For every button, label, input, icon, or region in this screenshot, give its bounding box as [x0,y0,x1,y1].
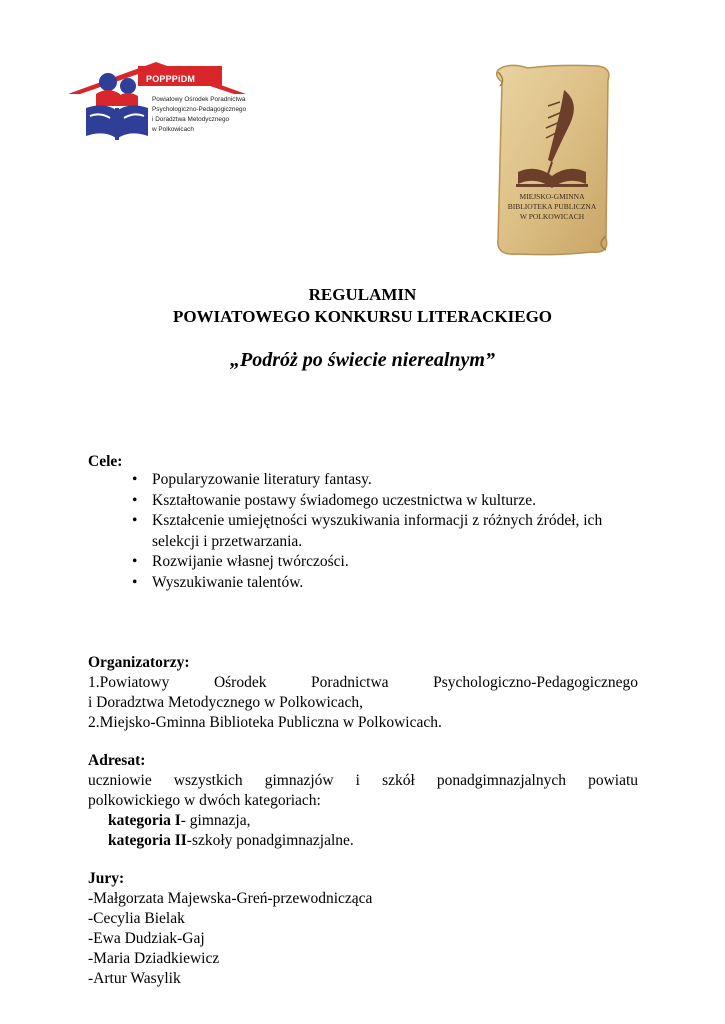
library-logo-text [502,192,602,222]
organizatorzy-heading: Organizatorzy: [88,654,190,671]
jury-member: -Ewa Dudziak-Gaj [88,930,205,947]
adresat-line: uczniowie wszystkich gimnazjów i szkół ponadgimnazjalnych powiatu [88,772,638,789]
logo-line: Powiatowy Ośrodek Poradnictwa [152,96,246,103]
adresat-line: polkowickiego w dwóch kategoriach: [88,792,321,809]
adresat-section [88,751,638,851]
bullet-icon: • [132,471,138,488]
organizer-line: 2.Miejsko-Gminna Biblioteka Publiczna w Polkowicach. [88,714,442,731]
bullet-icon: • [132,553,138,570]
logo-line: i Doradztwa Metodycznego [152,116,230,123]
list-item: • Kształtowanie postawy świadomego uczestnictwa w kulturze. [130,491,650,512]
logo-line: w Polkowicach [152,126,194,133]
list-item: • Kształcenie umiejętności wyszukiwania informacji z różnych źródeł, ich selekcji i przetwarzania. [132,512,603,550]
bullet-icon: • [132,512,138,529]
cele-list [130,470,650,593]
document-title: REGULAMIN [308,285,417,304]
jury-heading: Jury: [88,870,125,887]
jury-section [88,869,638,989]
list-item: • Wyszukiwanie talentów. [130,573,650,594]
category-text: -szkoły ponadgimnazjalne. [186,832,354,849]
logo-brand-text: POPPPiDM [146,74,196,84]
category-1 [88,811,638,831]
category-text: - gimnazja, [180,812,251,829]
poppidm-logo [66,60,266,150]
logo-line: BIBLIOTEKA PUBLICZNA [507,202,597,211]
jury-member: -Małgorzata Majewska-Greń-przewodnicząca [88,890,373,907]
adresat-heading: Adresat: [88,752,146,769]
cele-heading: Cele: [88,453,123,470]
list-item: • Rozwijanie własnej twórczości. [130,552,650,573]
category-label: kategoria I [108,812,181,829]
organizer-line: i Doradztwa Metodycznego w Polkowicach, [88,694,364,711]
category-2 [88,831,638,851]
organizatorzy-section [88,653,638,733]
logo-line: W POLKOWICACH [519,212,585,221]
library-logo [488,62,618,258]
jury-member: -Artur Wasylik [88,970,181,987]
document-title-line2: POWIATOWEGO KONKURSU LITERACKIEGO [172,307,553,326]
bullet-icon: • [132,573,138,591]
bullet-icon: • [132,491,138,509]
logo-line: Psychologiczno-Pedagogicznego [152,106,247,113]
list-item: • Popularyzowanie literatury fantasy. [130,470,650,491]
logo-institution-text [152,95,246,135]
organizer-line: 1.Powiatowy Ośrodek Poradnictwa Psychologiczno-Pedagogicznego [88,674,638,691]
category-label: kategoria II [108,832,187,849]
contest-name: „Podróż po świecie nierealnym” [230,349,495,371]
jury-member: -Maria Dziadkiewicz [88,950,220,967]
logo-line: MIEJSKO-GMINNA [519,192,585,201]
jury-member: -Cecylia Bielak [88,910,185,927]
